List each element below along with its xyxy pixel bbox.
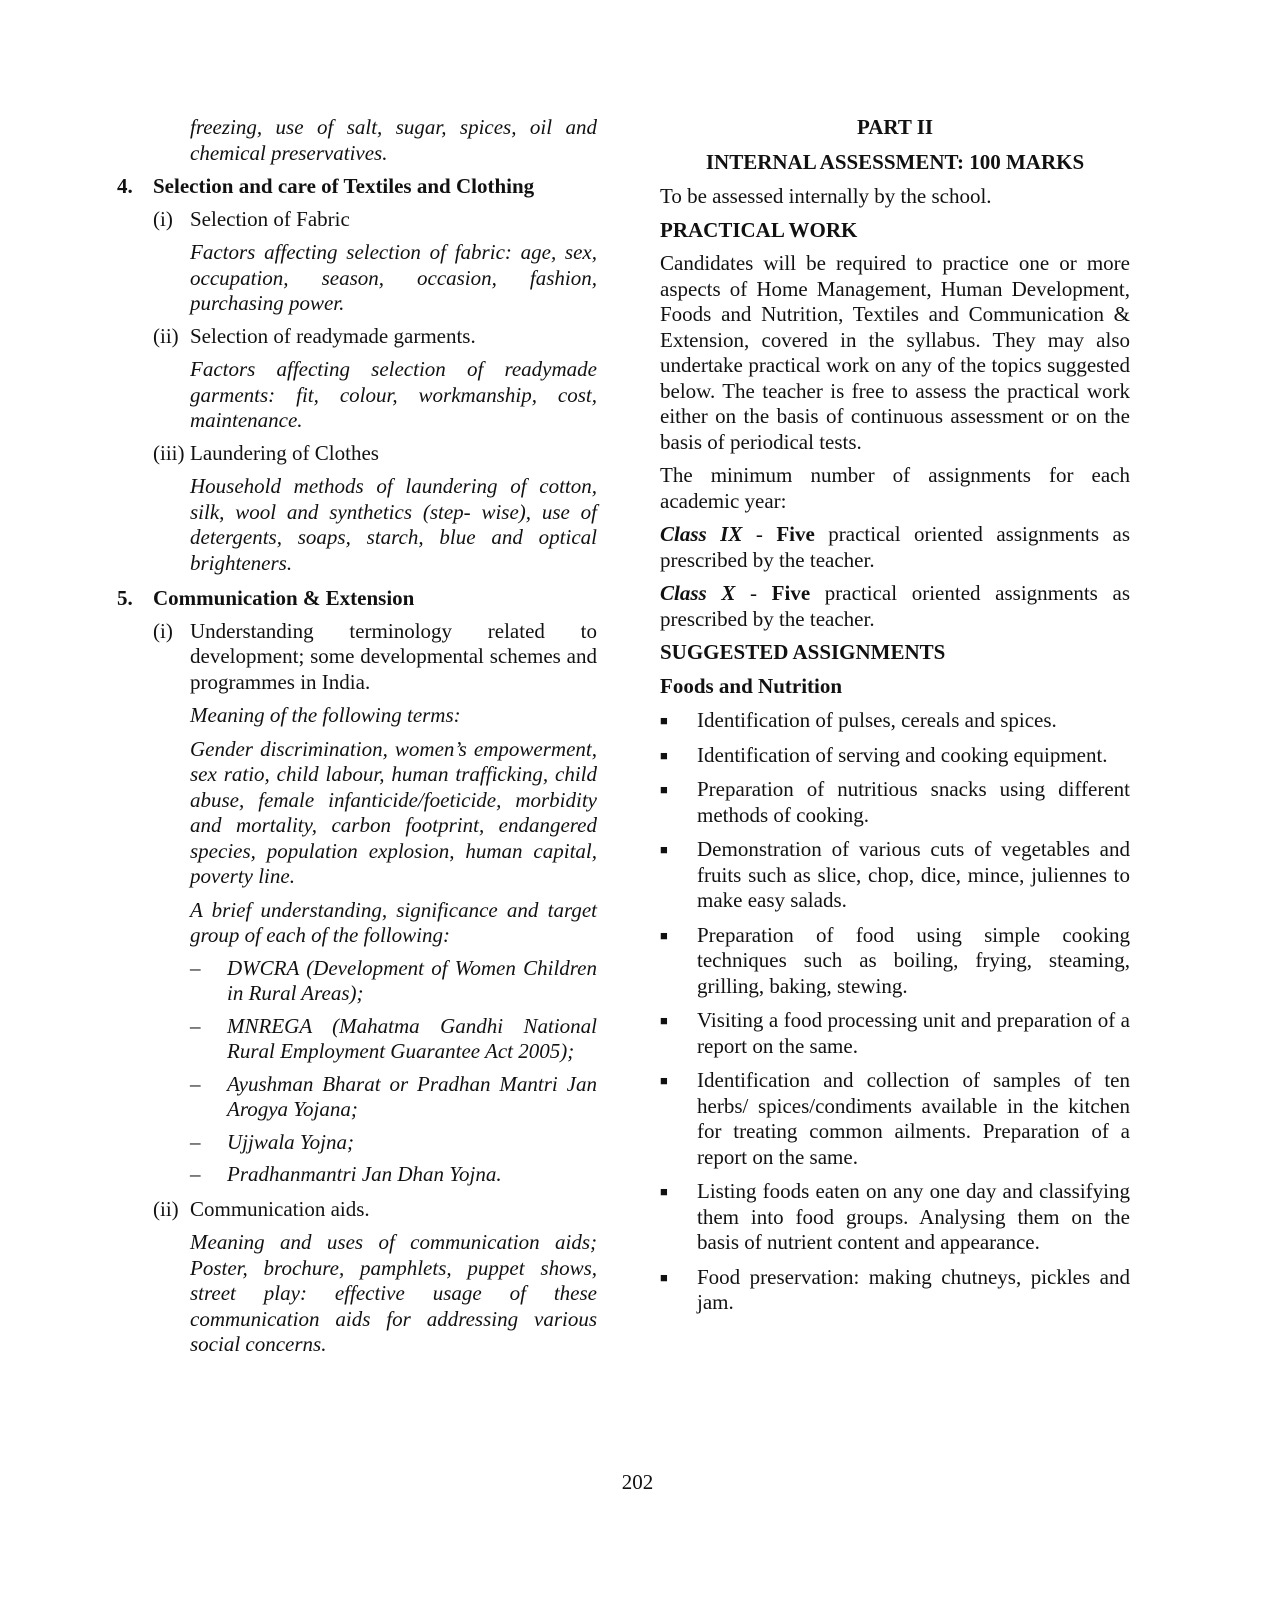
- bullet-icon: ■: [660, 1269, 668, 1285]
- subsection-heading: [153, 207, 597, 233]
- list-item: [660, 708, 1130, 734]
- section-title: Communication & Extension: [153, 586, 415, 610]
- dash-marker: –: [190, 1129, 201, 1154]
- right-column: [660, 115, 1130, 1316]
- list-item-text: Preparation of nutritious snacks using different methods of cooking.: [697, 777, 1130, 827]
- list-item-text: Food preservation: making chutneys, pickles and jam.: [697, 1264, 1130, 1314]
- subsection-title: Selection of readymade garments.: [190, 323, 476, 348]
- scheme-item: [190, 1130, 597, 1156]
- class-label: Class IX: [660, 522, 743, 546]
- subsection-heading: [153, 441, 597, 467]
- list-item: [660, 923, 1130, 1000]
- subsection-text: Factors affecting selection of fabric: age, sex, occupation, season, occasion, fashion, purchasing power.: [190, 240, 597, 315]
- list-item: [660, 837, 1130, 914]
- section-title: Selection and care of Textiles and Clothing: [153, 174, 535, 198]
- left-column: [117, 115, 597, 1358]
- part-heading: PART II: [856, 115, 934, 139]
- subsection-number: (iii): [153, 440, 185, 465]
- bullet-icon: ■: [660, 842, 668, 857]
- subsection-number: (i): [153, 618, 173, 643]
- brief-text: A brief understanding, significance and target group of each of the following:: [190, 897, 597, 947]
- scheme-text: MNREGA (Mahatma Gandhi National Rural Employment Guarantee Act 2005);: [227, 1013, 597, 1063]
- subsection-title: Selection of Fabric: [190, 206, 350, 231]
- section-4-heading: [117, 174, 597, 200]
- bullet-icon: ■: [660, 1013, 668, 1028]
- scheme-item: [190, 1014, 597, 1065]
- scheme-text: Pradhanmantri Jan Dhan Yojna.: [227, 1162, 502, 1186]
- internal-assessment-heading: INTERNAL ASSESSMENT: 100 MARKS: [705, 149, 1085, 174]
- list-item: [660, 1008, 1130, 1059]
- minimum-text: The minimum number of assignments for each academic year:: [660, 463, 1130, 513]
- meaning-label: Meaning of the following terms:: [190, 703, 461, 727]
- dash-marker: –: [190, 955, 201, 980]
- dash-marker: –: [190, 1162, 201, 1186]
- list-item-text: Listing foods eaten on any one day and classifying them into food groups. Analysing them on the basis of nutrient content and appearance.: [697, 1179, 1130, 1254]
- list-item-text: Preparation of food using simple cooking techniques such as boiling, frying, steaming, grilling, baking, stewing.: [697, 922, 1130, 998]
- scheme-item: [190, 956, 597, 1007]
- subsection-title: Communication aids.: [190, 1196, 370, 1221]
- list-item: [660, 1179, 1130, 1256]
- scheme-item: [190, 1072, 597, 1123]
- scheme-item: [190, 1162, 597, 1188]
- list-item: [660, 1265, 1130, 1316]
- subsection-title: Understanding terminology related to development; some developmental schemes and programmes in India.: [190, 618, 597, 694]
- page-number: 202: [621, 1470, 654, 1494]
- list-item: [660, 1068, 1130, 1170]
- bullet-icon: ■: [660, 1073, 668, 1088]
- subsection-text: Household methods of laundering of cotton, silk, wool and synthetics (step- wise), use of detergents, soaps, starch, blue and optical brighteners.: [190, 474, 597, 575]
- subsection-text: Meaning and uses of communication aids; Poster, brochure, pamphlets, puppet shows, street play: effective usage of these communication aids for addressing various social concerns.: [190, 1230, 597, 1356]
- list-item-text: Identification of serving and cooking equipment.: [697, 742, 1108, 767]
- section-number: 4.: [117, 174, 133, 198]
- assignment-count: Five: [776, 522, 815, 546]
- bullet-icon: ■: [660, 1184, 668, 1199]
- subsection-number: (ii): [153, 323, 179, 348]
- bullet-icon: ■: [660, 927, 668, 943]
- dash-marker: –: [190, 1071, 201, 1096]
- list-item: [660, 777, 1130, 828]
- list-item-text: Identification and collection of samples of ten herbs/ spices/condiments available in the kitchen for treating common ailments. Preparation of a report on the same.: [697, 1068, 1130, 1169]
- suggested-assignments-heading: SUGGESTED ASSIGNMENTS: [660, 640, 946, 664]
- section-number: 5.: [117, 586, 133, 610]
- bullet-icon: ■: [660, 782, 668, 797]
- dash-marker: –: [190, 1013, 201, 1038]
- practical-work-text: Candidates will be required to practice one or more aspects of Home Management, Human Development, Foods and Nutrition, Textiles and Communication & Extension, covered in the syllabus. They may also undertake practical work on any of the topics suggested below. The teacher is free to assess the practical work either on the basis of continuous assessment or on the basis of periodical tests.: [660, 251, 1130, 454]
- separator: -: [742, 522, 777, 546]
- foods-nutrition-heading: Foods and Nutrition: [660, 673, 843, 698]
- list-item-text: Identification of pulses, cereals and spices.: [697, 708, 1057, 732]
- subsection-number: (ii): [153, 1196, 179, 1221]
- subsection-number: (i): [153, 206, 173, 231]
- assessed-text: To be assessed internally by the school.: [660, 184, 992, 208]
- class-x-line: [660, 581, 1130, 632]
- subsection-heading: [153, 324, 597, 350]
- class-ix-line: [660, 522, 1130, 573]
- subsection-text: Factors affecting selection of readymade garments: fit, colour, workmanship, cost, maintenance.: [190, 357, 597, 432]
- scheme-text: Ayushman Bharat or Pradhan Mantri Jan Arogya Yojana;: [227, 1071, 597, 1121]
- assignment-count: Five: [771, 581, 811, 605]
- scheme-text: Ujjwala Yojna;: [227, 1129, 355, 1154]
- scheme-text: DWCRA (Development of Women Children in Rural Areas);: [227, 955, 597, 1005]
- subsection-heading: [153, 1197, 597, 1223]
- practical-work-heading: PRACTICAL WORK: [660, 217, 858, 242]
- bullet-icon: ■: [660, 747, 668, 763]
- class-label: Class X: [660, 581, 736, 605]
- list-item-text: Visiting a food processing unit and preparation of a report on the same.: [697, 1008, 1130, 1058]
- terms-list: Gender discrimination, women’s empowerment, sex ratio, child labour, human trafficking, child abuse, female infanticide/foeticide, morbidity and mortality, carbon footprint, endangered species, population explosion, human capital, poverty line.: [190, 736, 597, 888]
- bullet-icon: ■: [660, 713, 668, 728]
- subsection-heading: [153, 619, 597, 696]
- separator: -: [735, 581, 772, 605]
- section-5-heading: [117, 586, 597, 612]
- subsection-title: Laundering of Clothes: [190, 440, 379, 465]
- class-rest: practical oriented assignments as prescribed by the teacher.: [660, 581, 1130, 631]
- list-item-text: Demonstration of various cuts of vegetables and fruits such as slice, chop, dice, mince, juliennes to make easy salads.: [697, 837, 1130, 912]
- class-rest: practical oriented assignments as prescribed by the teacher.: [660, 522, 1130, 572]
- intro-text: freezing, use of salt, sugar, spices, oil and chemical preservatives.: [190, 115, 597, 165]
- list-item: [660, 743, 1130, 769]
